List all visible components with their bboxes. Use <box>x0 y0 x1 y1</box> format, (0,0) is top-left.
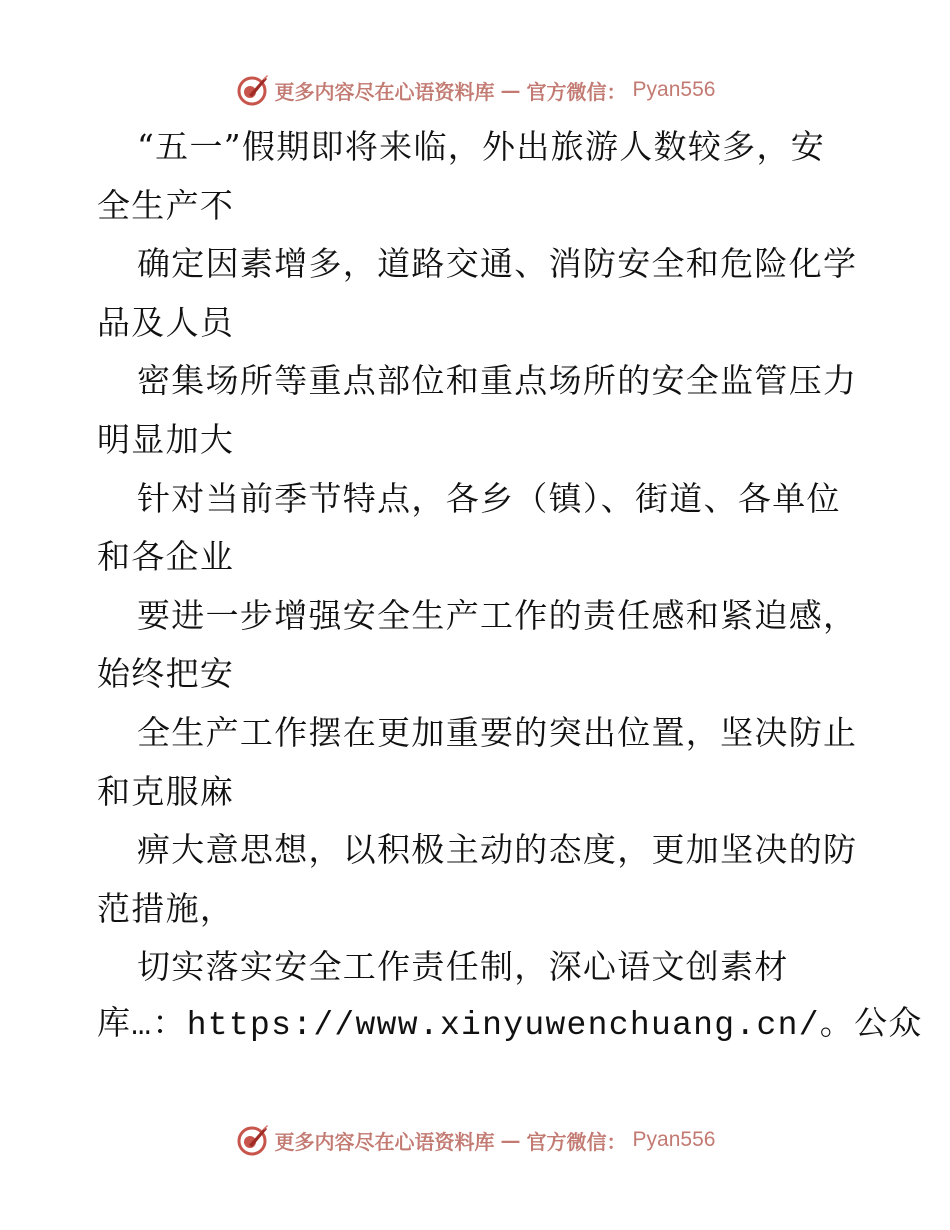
footer-separator: — <box>500 1128 521 1152</box>
body-line: 品及人员 <box>97 302 235 342</box>
footer-wechat-label: 官方微信： <box>526 1129 627 1154</box>
quill-pen-icon <box>235 1123 269 1157</box>
body-line: 和克服麻 <box>97 771 235 811</box>
footer-site-name: 更多内容尽在心语资料库 <box>274 1129 495 1154</box>
header-separator: — <box>500 78 521 102</box>
body-line: 始终把安 <box>97 654 235 694</box>
body-line: 明显加大 <box>97 419 235 459</box>
body-line: 针对当前季节特点，各乡（镇）、街道、各单位 <box>137 478 841 518</box>
body-line: 密集场所等重点部位和重点场所的安全监管压力 <box>137 361 858 401</box>
body-line: 切实落实安全工作责任制，深心语文创素材 <box>137 947 789 987</box>
body-line: 全生产工作摆在更加重要的突出位置，坚决防止 <box>137 712 858 752</box>
header-site-name: 更多内容尽在心语资料库 <box>274 79 495 104</box>
footer-wechat-id: Pyan556 <box>632 1128 716 1151</box>
body-line: 痹大意思想，以积极主动的态度，更加坚决的防 <box>137 830 858 870</box>
document-body <box>97 118 923 1056</box>
body-line: 确定因素增多，道路交通、消防安全和危险化学 <box>137 244 858 284</box>
footer-banner <box>0 1120 950 1160</box>
quill-pen-icon <box>235 73 269 107</box>
header-wechat-id: Pyan556 <box>632 78 716 101</box>
body-line: 全生产不 <box>97 185 235 225</box>
body-line-url[interactable]: 库…：https://www.xinyuwenchuang.cn/。公众 <box>97 1006 923 1044</box>
body-line: 和各企业 <box>97 537 235 577</box>
header-banner <box>0 70 950 110</box>
header-wechat-label: 官方微信： <box>526 79 627 104</box>
body-line: “五一”假期即将来临，外出旅游人数较多，安 <box>137 127 826 166</box>
body-line: 范措施， <box>97 888 235 928</box>
body-line: 要进一步增强安全生产工作的责任感和紧迫感， <box>137 595 858 635</box>
